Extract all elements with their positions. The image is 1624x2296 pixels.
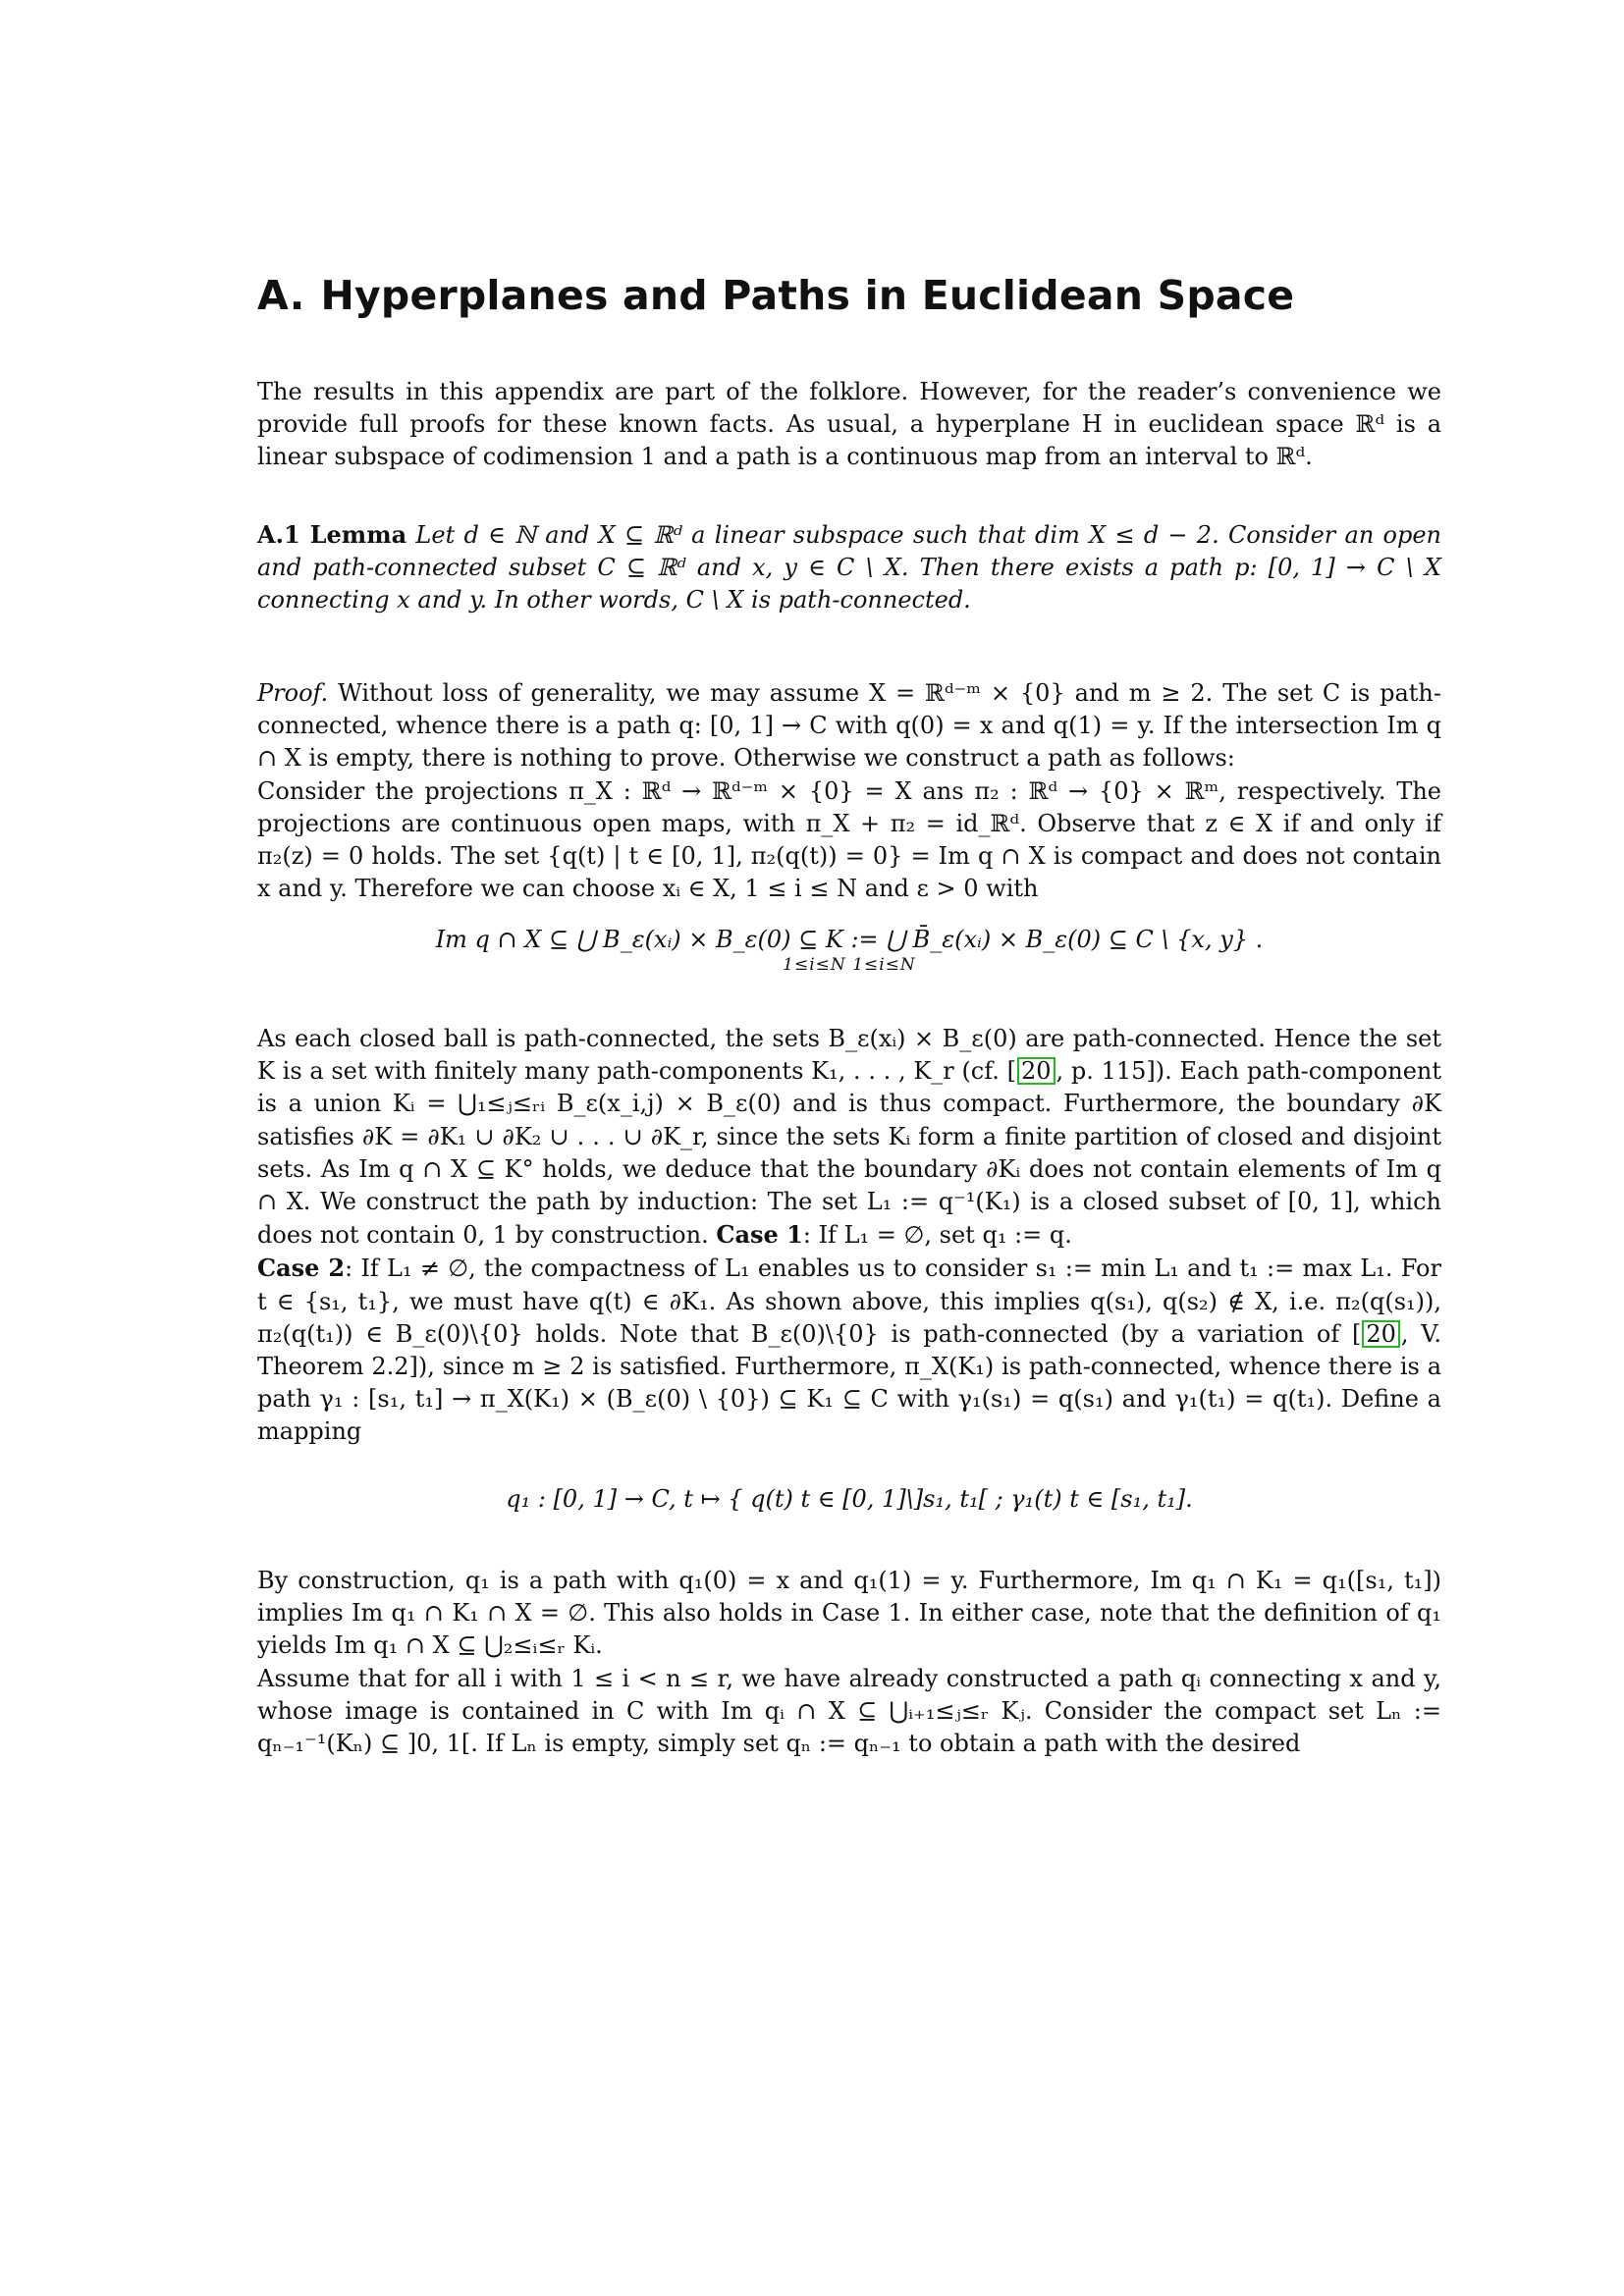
final-text-1: By construction, q₁ is a path with q₁(0) = x and q₁(1) = y. Furthermore, Im q₁ ∩ K₁ = q₁([s₁, t₁]) implies Im q₁ ∩ K₁ ∩ X = ∅. This also holds in Case 1. In either case, note that the definition of q₁ yields Im q₁ ∩ X ⊆ ⋃₂≤ᵢ≤ᵣ Kᵢ. [257, 1567, 1441, 1660]
continuation-text-b: , p. 115]). Each path-component is a union Kᵢ = ⋃₁≤ⱼ≤ᵣᵢ B_ε(x_i,j) × B_ε(0) and is thus compact. Furthermore, the boundary ∂K satisfies ∂K = ∂K₁ ∪ ∂K₂ ∪ . . . ∪ ∂K_r, since the sets Kᵢ form a finite partition of closed and disjoint sets. As Im q ∩ X ⊆ K° holds, we deduce that the boundary ∂Kᵢ does not contain elements of Im q ∩ X. We construct the path by induction: The set L₁ := q⁻¹(K₁) is a closed subset of [0, 1], which does not contain 0, 1 by construction. [257, 1057, 1441, 1250]
citation-link-20-second[interactable]: 20 [1362, 1320, 1400, 1348]
final-text-2: Assume that for all i with 1 ≤ i < n ≤ r, we have already constructed a path qᵢ connecting x and y, whose image is contained in C with Im qᵢ ∩ X ⊆ ⋃ᵢ₊₁≤ⱼ≤ᵣ Kⱼ. Consider the compact set Lₙ := qₙ₋₁⁻¹(Kₙ) ⊆ ]0, 1[. If Lₙ is empty, simply set qₙ := qₙ₋₁ to obtain a path with the desired [257, 1664, 1441, 1758]
lemma-block [257, 518, 1441, 617]
section-number: A. [257, 272, 305, 319]
proof-label: Proof. [257, 679, 329, 707]
proof-continuation: As each closed ball is path-connected, the sets B_ε(xᵢ) × B_ε(0) are path-connected. Hence the set K is a set with finitely many path-components K₁, . . . , K_r (cf. [ 20 , p. 115]). Each path-component is a union Kᵢ = ⋃₁≤ⱼ≤ᵣᵢ B_ε(x_i,j) × B_ε(0) and is thus compact. Furthermore, the boundary ∂K satisfies ∂K = ∂K₁ ∪ ∂K₂ ∪ . . . ∪ ∂K_r, since the sets Kᵢ form a finite partition of closed and disjoint sets. As Im q ∩ X ⊆ K° holds, we deduce that the boundary ∂Kᵢ does not contain elements of Im q ∩ X. We construct the path by induction: The set L₁ := q⁻¹(K₁) is a closed subset of [0, 1], which does not contain 0, 1 by construction. Case 1: If L₁ = ∅, set q₁ := q. Case 2: If L₁ ≠ ∅, the compactness of L₁ enables us to consider s₁ := min L₁ and t₁ := max L₁. For t ∈ {s₁, t₁}, we must have q(t) ∈ ∂K₁. As shown above, this implies q(s₁), q(s₂) ∉ X, i.e. π₂(q(s₁)), π₂(q(t₁)) ∈ B_ε(0)\{0} holds. Note that B_ε(0)\{0} is path-connected (by a variation of [ 20 , V. Theorem 2.2]), since m ≥ 2 is satisfied. Furthermore, π_X(K₁) is path-connected, whence there is a path γ₁ : [s₁, t₁] → π_X(K₁) × (B_ε(0) \ {0}) ⊆ K₁ ⊆ C with γ₁(s₁) = q(s₁) and γ₁(t₁) = q(t₁). Define a mapping [257, 1025, 1442, 1446]
lemma-statement: Let d ∈ ℕ and X ⊆ ℝᵈ a linear subspace such that dim X ≤ d − 2. Consider an open and path-connected subset C ⊆ ℝᵈ and x, y ∈ C \ X. Then there exists a path p: [0, 1] → C \ X connecting x and y. In other words, C \ X is path-connected. [257, 521, 1442, 614]
continuation-text-a: As each closed ball is path-connected, the sets B_ε(xᵢ) × B_ε(0) are path-connected. Hence the set K is a set with finitely many path-components K₁, . . . , K_r (cf. [257, 1025, 1441, 1086]
proof-part1: Without loss of generality, we may assume X = ℝᵈ⁻ᵐ × {0} and m ≥ 2. The set C is path-connected, whence there is a path q: [0, 1] → C with q(0) = x and q(1) = y. If the intersection Im q ∩ X is empty, there is nothing to prove. Otherwise we construct a path as follows: [257, 679, 1442, 773]
proof-part2: Consider the projections π_X : ℝᵈ → ℝᵈ⁻ᵐ × {0} = X ans π₂ : ℝᵈ → {0} × ℝᵐ, respectively. The projections are continuous open maps, with π_X + π₂ = id_ℝᵈ. Observe that z ∈ X if and only if π₂(z) = 0 holds. The set {q(t) | t ∈ [0, 1], π₂(q(t)) = 0} = Im q ∩ X is compact and does not contain x and y. Therefore we can choose xᵢ ∈ X, 1 ≤ i ≤ N and ε > 0 with [257, 776, 1441, 903]
citation-link-20[interactable]: 20 [1017, 1057, 1056, 1085]
proof-block [257, 677, 1441, 905]
display-equation-1-formula: Im q ∩ X ⊆ ⋃ B_ε(xᵢ) × B_ε(0) ⊆ K := ⋃ B̄_ε(xᵢ) × B_ε(0) ⊆ C \ {x, y} . [435, 926, 1264, 953]
lemma-label: A.1 Lemma [257, 520, 407, 549]
case1-text: : If L₁ = ∅, set q₁ := q. [802, 1221, 1072, 1250]
intro-paragraph: The results in this appendix are part of the folklore. However, for the reader’s convenience we provide full proofs for these known facts. As usual, a hyperplane H in euclidean space ℝᵈ is a linear subspace of codimension 1 and a path is a continuous map from an interval to ℝᵈ. [257, 378, 1441, 471]
case1-label: Case 1 [716, 1220, 803, 1250]
section-heading [257, 272, 1294, 319]
proof-final-paragraph [257, 1565, 1441, 1760]
display-equation-2-formula: q₁ : [0, 1] → C, t ↦ { q(t) t ∈ [0, 1]\]s₁, t₁[ ; γ₁(t) t ∈ [s₁, t₁]. [506, 1485, 1193, 1513]
section-title: Hyperplanes and Paths in Euclidean Space [320, 272, 1295, 319]
case2-text-b: , V. Theorem 2.2]), since m ≥ 2 is satisfied. Furthermore, π_X(K₁) is path-connected, whence there is a path γ₁ : [s₁, t₁] → π_X(K₁) × (B_ε(0) \ {0}) ⊆ K₁ ⊆ C with γ₁(s₁) = q(s₁) and γ₁(t₁) = q(t₁). Define a mapping [257, 1319, 1442, 1446]
case2-text-a: : If L₁ ≠ ∅, the compactness of L₁ enables us to consider s₁ := min L₁ and t₁ := max L₁. For t ∈ {s₁, t₁}, we must have q(t) ∈ ∂K₁. As shown above, this implies q(s₁), q(s₂) ∉ X, i.e. π₂(q(s₁)), π₂(q(t₁)) ∈ B_ε(0)\{0} holds. Note that B_ε(0)\{0} is path-connected (by a variation of [257, 1255, 1441, 1348]
case2-label: Case 2 [257, 1254, 346, 1283]
display-equation-1 [257, 926, 1441, 975]
display-equation-2 [257, 1485, 1441, 1513]
display-equation-1-subscript: 1≤i≤N 1≤i≤N [783, 955, 916, 975]
